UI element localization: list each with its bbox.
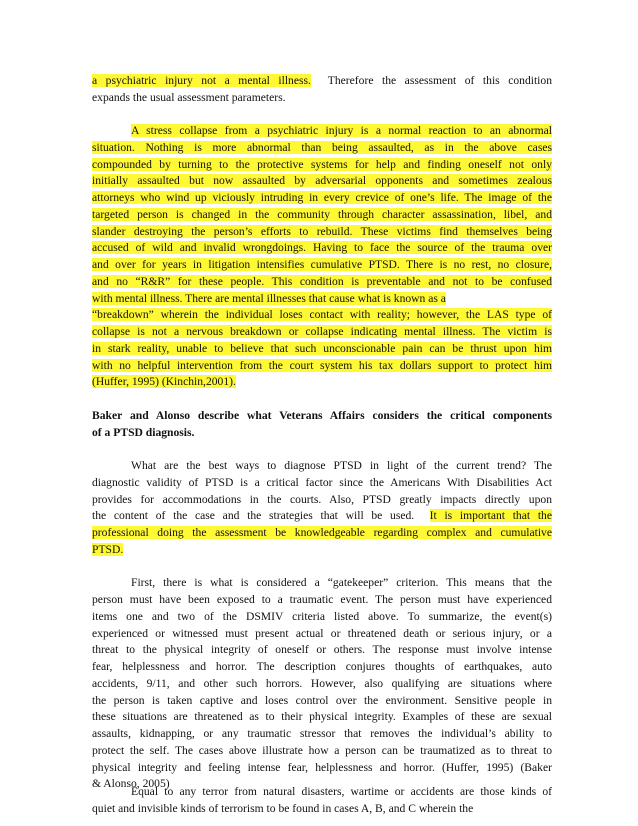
text-line [92, 89, 552, 106]
heading-text: of a PTSD diagnosis. [92, 426, 195, 439]
text-line [92, 273, 552, 290]
highlighted-text: compounded by turning to the protective systems for help and finding oneself not only [92, 158, 552, 171]
text-line [92, 357, 552, 374]
text-run: & Alonso, 2005) [92, 777, 170, 790]
text-line [92, 641, 552, 658]
text-run: items one and two of the DSMIV criteria listed above. To summarize, the event(s) [92, 610, 552, 623]
highlighted-text: “breakdown” wherein the individual loses contact with reality; however, the LAS type of [92, 308, 552, 321]
highlighted-text: professional doing the assessment be knowledgeable regarding complex and cumulative [92, 526, 552, 539]
text-line [131, 122, 552, 139]
highlighted-text: accused of wild and invalid wrongdoings. Having to face the source of the trauma over [92, 241, 552, 254]
text-run: assaults, kidnapping, or any traumatic stressor that removes the individual’s ability to [92, 727, 552, 740]
text-line [92, 256, 552, 273]
text-line [92, 759, 552, 776]
text-line [131, 457, 552, 474]
text-line [92, 675, 552, 692]
text-run: Equal to any terror from natural disasters, wartime or accidents are those kinds of [131, 785, 552, 798]
highlighted-text: (Huffer, 1995) (Kinchin,2001). [92, 375, 236, 388]
text-line [92, 800, 552, 817]
highlighted-text: with no helpful intervention from the court system his tax dollars support to protect him [92, 359, 552, 372]
text-line [92, 474, 552, 491]
section-heading [92, 424, 552, 441]
text-run: physical integrity and feeling intense fear, helplessness and horror. (Huffer, 1995) (Baker [92, 761, 552, 774]
highlighted-text: situation. Nothing is more abnormal than being assaulted, as in the above cases [92, 141, 552, 154]
text-run: diagnostic validity of PTSD is a critical factor since the Americans With Disabilities Act [92, 476, 552, 489]
highlighted-text: slander destroying the person’s efforts to rebuild. These victims find themselves being [92, 225, 552, 238]
text-run: What are the best ways to diagnose PTSD in light of the current trend? The [131, 459, 552, 472]
text-line [92, 239, 552, 256]
text-line [92, 742, 552, 759]
text-line [92, 340, 552, 357]
highlighted-text: in stark reality, unable to believe that such unconscionable pain can be thrust upon him [92, 342, 552, 355]
text-run: protect the self. The cases above illustrate how a person can be traumatized as to threat to [92, 744, 552, 757]
text-line [131, 574, 552, 591]
text-line [92, 206, 552, 223]
text-line [92, 608, 552, 625]
highlighted-text: It is important that the [429, 509, 552, 522]
text-run: quiet and invisible kinds of terrorism to be found in cases A, B, and C wherein the [92, 802, 474, 815]
text-run: experienced or witnessed must present actual or threatened death or serious injury, or a [92, 627, 552, 640]
text-run: the person is taken captive and loses control over the environment. Sensitive people in [92, 694, 552, 707]
text-line [92, 692, 552, 709]
text-line [92, 156, 552, 173]
text-run: these situations are threatened as to their physical integrity. Examples of these are sexual [92, 710, 552, 723]
text-line [92, 625, 552, 642]
text-run: First, there is what is considered a “gatekeeper” criterion. This means that the [131, 576, 552, 589]
text-line [92, 507, 552, 524]
text-line [92, 373, 552, 390]
text-line [92, 306, 552, 323]
highlighted-text: PTSD. [92, 543, 124, 556]
text-line [92, 223, 552, 240]
highlighted-text: targeted person is changed in the community through character assassination, libel, and [92, 208, 552, 221]
text-run: provides for accommodations in the courts. Also, PTSD greatly impacts directly upon [92, 493, 552, 506]
highlighted-text: with mental illness. There are mental illnesses that cause what is known as a [92, 292, 446, 305]
highlighted-text: collapse is not a nervous breakdown or collapse indicating mental illness. The victim is [92, 325, 552, 338]
highlighted-text: A stress collapse from a psychiatric injury is a normal reaction to an abnormal [131, 124, 552, 137]
text-line [92, 323, 552, 340]
highlighted-text: and over for years in litigation intensifies cumulative PTSD. There is no rest, no closure, [92, 258, 552, 271]
text-line [92, 290, 552, 307]
text-run: Therefore the assessment of this condition [310, 74, 552, 87]
text-line [92, 658, 552, 675]
text-line [92, 172, 552, 189]
text-line [92, 189, 552, 206]
text-run: accidents, 9/11, and other such horrors. However, also qualifying are situations where [92, 677, 552, 690]
heading-text: Baker and Alonso describe what Veterans Affairs considers the critical components [92, 409, 552, 422]
highlighted-text: and no “R&R” for these people. This condition is preventable and not to be confused [92, 275, 552, 288]
text-line [92, 491, 552, 508]
highlighted-text: initially assaulted but now assaulted by adversarial opponents and sometimes zealous [92, 174, 552, 187]
text-line [92, 72, 552, 89]
section-heading [92, 407, 552, 424]
highlighted-text: attorneys who wind up viciously intruding in every crevice of one’s life. The image of the [92, 191, 552, 204]
text-run: person must have been exposed to a traumatic event. The person must have experienced [92, 593, 552, 606]
text-line [92, 775, 552, 792]
text-line [92, 591, 552, 608]
text-line [92, 541, 552, 558]
text-run: expands the usual assessment parameters. [92, 91, 286, 104]
text-line [92, 725, 552, 742]
text-line [92, 139, 552, 156]
text-run: fear, helplessness and horror. The description conjures thoughts of earthquakes, auto [92, 660, 552, 673]
text-run: the content of the case and the strategies that will be used. [92, 509, 430, 522]
text-run: threat to the physical integrity of oneself or others. The response must involve intense [92, 643, 552, 656]
text-line [92, 524, 552, 541]
highlighted-text: a psychiatric injury not a mental illness. [92, 74, 311, 87]
text-line [92, 708, 552, 725]
